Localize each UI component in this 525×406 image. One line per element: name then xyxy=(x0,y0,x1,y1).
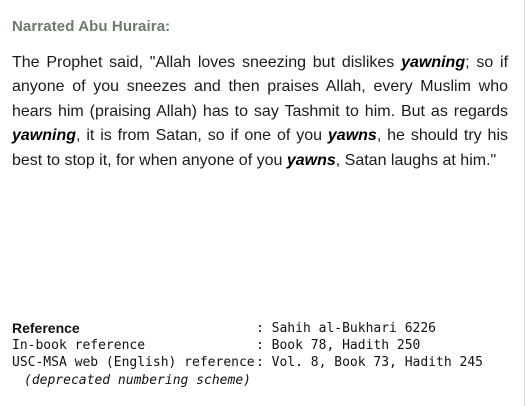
deprecated-note-row xyxy=(12,372,483,389)
hadith-highlight: yawning xyxy=(12,127,77,145)
hadith-segment: The Prophet said, "Allah loves sneezing but dislikes xyxy=(12,54,402,71)
inbook-reference-value: : Book 78, Hadith 250 xyxy=(256,338,421,354)
hadith-segment: , Satan laughs at him." xyxy=(335,151,497,169)
hadith-highlight: yawns xyxy=(327,127,377,145)
reference-value: : Sahih al-Bukhari 6226 xyxy=(256,321,437,336)
reference-label: Reference xyxy=(12,320,80,336)
hadith-segment: , he should try his best to stop it, for when anyone of you xyxy=(12,127,508,169)
hadith-highlight: yawns xyxy=(286,151,336,169)
uscmsa-reference-row xyxy=(12,354,483,371)
narrator-heading: Narrated Abu Huraira: xyxy=(12,18,171,35)
inbook-reference-label: In-book reference xyxy=(12,338,146,354)
reference-row xyxy=(12,320,483,337)
reference-table xyxy=(12,320,483,389)
uscmsa-reference-value: : Vol. 8, Book 73, Hadith 245 xyxy=(256,355,483,371)
deprecated-note: (deprecated numbering scheme) xyxy=(24,372,251,388)
inbook-reference-row xyxy=(12,337,483,354)
uscmsa-reference-label: USC-MSA web (English) reference xyxy=(12,355,255,371)
hadith-text xyxy=(12,51,508,173)
hadith-segment: ; so if anyone of you sneezes and then praises Allah, every Muslim who hears him (praising Allah) has to say Tashmit to him. But as regards xyxy=(12,54,509,120)
hadith-highlight: yawning xyxy=(401,54,466,71)
hadith-segment: , it is from Satan, so if one of you xyxy=(76,127,328,145)
